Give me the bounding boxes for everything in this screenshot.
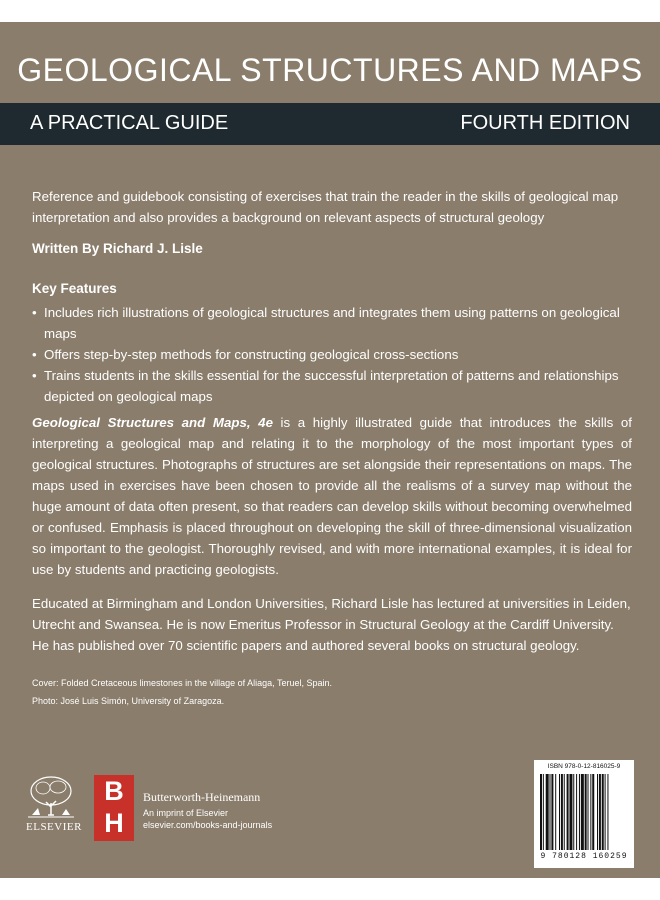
bh-logo xyxy=(94,775,134,841)
elsevier-logo xyxy=(26,775,82,833)
barcode-bar xyxy=(597,774,598,850)
barcode-bar xyxy=(579,774,580,850)
author-line: Written By Richard J. Lisle xyxy=(32,241,203,256)
description-text: is a highly illustrated guide that introduces the skills of interpreting a geological map and relating it to the morphology of the most important types of geological structures. Photographs of structures are set alongside their representations on maps. The maps used in exercises have been chosen to provide all the realisms of a survey map without the huge amount of data often present, so that readers can develop skills without becoming overwhelmed or confused. Emphasis is placed throughout on developing the skill of three-dimensional visualization so important to the geologist. Thoroughly revised, and with more international examples, it is ideal for use by students and practicing geologists. xyxy=(32,415,632,577)
publisher-info xyxy=(143,790,272,830)
publisher-imprint: An imprint of Elsevier xyxy=(143,808,229,818)
publisher-url[interactable]: elsevier.com/books-and-journals xyxy=(143,820,273,830)
bh-logo-letter-h: H xyxy=(104,808,124,838)
intro-paragraph: Reference and guidebook consisting of exercises that train the reader in the skills of geological map interpretation and also provides a background on relevant aspects of structural geology xyxy=(32,189,619,225)
barcode-bar xyxy=(561,774,563,850)
barcode-bar xyxy=(555,774,556,850)
barcode-bar xyxy=(605,774,606,850)
barcode-bar xyxy=(546,774,549,850)
author-bio: Educated at Birmingham and London Universities, Richard Lisle has lectured at universities in Leiden, Utrecht and Swansea. He is now Emeritus Professor in Structural Geology at the Cardiff University. He has published over 70 scientific papers and authored several books on structural geology. xyxy=(32,596,631,653)
barcode-bar xyxy=(607,774,608,850)
book-subtitle: A PRACTICAL GUIDE xyxy=(30,112,229,134)
back-cover xyxy=(0,22,660,878)
key-feature-item: • Trains students in the skills essential for the successful interpretation of patterns and relationships depicted on geological maps xyxy=(32,365,632,407)
elsevier-tree-icon xyxy=(26,775,76,819)
book-edition: FOURTH EDITION xyxy=(460,112,630,134)
barcode-icon xyxy=(540,774,628,852)
book-title: GEOLOGICAL STRUCTURES AND MAPS xyxy=(17,52,643,88)
barcode-bar xyxy=(599,774,601,850)
barcode-bar xyxy=(588,774,589,850)
barcode-box xyxy=(534,760,634,868)
barcode-bar xyxy=(543,774,544,850)
barcode-digits: 9 780128 160259 xyxy=(540,852,628,861)
barcode-bar xyxy=(576,774,577,850)
barcode-bar xyxy=(573,774,574,850)
barcode-bar xyxy=(592,774,594,850)
barcode-bar xyxy=(581,774,584,850)
barcode-bar xyxy=(551,774,553,850)
description-lead: Geological Structures and Maps, 4e xyxy=(32,415,273,430)
barcode-bar xyxy=(559,774,560,850)
publisher-name: Butterworth-Heinemann xyxy=(143,790,261,804)
photo-credit: Photo: José Luis Simón, University of Zaragoza. xyxy=(32,696,225,706)
barcode-bar xyxy=(590,774,591,850)
key-feature-item: • Includes rich illustrations of geological structures and integrates them using patterns on geological maps xyxy=(32,302,632,344)
cover-credit: Cover: Folded Cretaceous limestones in the village of Aliaga, Teruel, Spain. xyxy=(32,678,333,688)
description-paragraph xyxy=(32,412,632,580)
barcode-bar xyxy=(540,774,542,850)
barcode-bar xyxy=(550,774,551,850)
barcode-bar xyxy=(569,774,572,850)
barcode-bar xyxy=(564,774,565,850)
key-features-heading: Key Features xyxy=(32,281,117,296)
barcode-bar xyxy=(585,774,587,850)
elsevier-wordmark: ELSEVIER xyxy=(26,821,82,833)
key-features-list xyxy=(32,302,632,407)
barcode-bar xyxy=(567,774,569,850)
bh-logo-letter-b: B xyxy=(104,776,124,806)
barcode-bar xyxy=(602,774,604,850)
subtitle-band xyxy=(0,103,660,145)
isbn-label: ISBN 978-0-12-816025-9 xyxy=(547,763,621,770)
key-feature-item: • Offers step-by-step methods for constructing geological cross-sections xyxy=(32,344,632,365)
